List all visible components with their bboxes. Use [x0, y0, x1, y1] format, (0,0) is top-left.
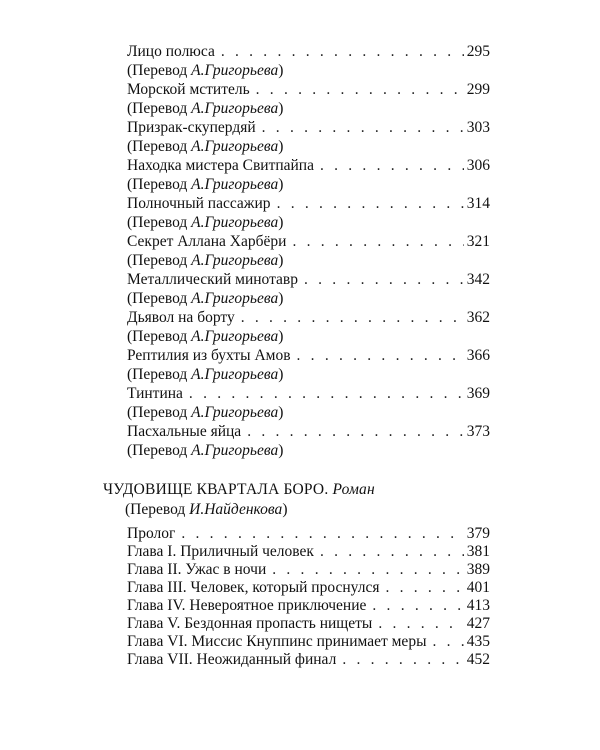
- translator-line: (Перевод А.Григорьева): [127, 328, 284, 345]
- page-number: 379: [466, 525, 490, 542]
- toc-entry: [127, 156, 490, 194]
- story-list: [127, 42, 490, 460]
- leader-dots: [286, 232, 464, 251]
- translator-name: А.Григорьева: [191, 62, 279, 79]
- page-number: 389: [466, 561, 490, 578]
- chapter-entry: [127, 543, 490, 561]
- chapter-title: Глава I. Приличный человек: [127, 543, 314, 560]
- leader-dots: [266, 561, 464, 579]
- translator-name: А.Григорьева: [191, 176, 279, 193]
- entry-title: Полночный пассажир: [127, 195, 271, 212]
- entry-title: Морской мститель: [127, 81, 250, 98]
- leader-dots: [235, 308, 464, 327]
- translator-line: (Перевод А.Григорьева): [127, 252, 284, 269]
- chapter-list: [127, 525, 490, 669]
- translator-name: А.Григорьева: [191, 442, 279, 459]
- translator-line: (Перевод А.Григорьева): [127, 100, 284, 117]
- leader-dots: [366, 597, 464, 615]
- leader-dots: [183, 384, 464, 403]
- entry-title: Тинтина: [127, 385, 183, 402]
- page-number: 413: [466, 597, 490, 614]
- page-number: 299: [466, 81, 490, 98]
- translator-name: А.Григорьева: [191, 328, 279, 345]
- toc-entry: [127, 80, 490, 118]
- toc-entry: [127, 42, 490, 80]
- leader-dots: [372, 615, 464, 633]
- leader-dots: [250, 80, 464, 99]
- page-number: 314: [466, 195, 490, 212]
- translator-line: (Перевод А.Григорьева): [127, 366, 284, 383]
- page-number: 366: [466, 347, 490, 364]
- page-number: 369: [466, 385, 490, 402]
- translator-name: А.Григорьева: [191, 100, 279, 117]
- translator-name: А.Григорьева: [191, 252, 279, 269]
- toc-entry: [127, 232, 490, 270]
- chapter-entry: [127, 597, 490, 615]
- page-number: 295: [466, 43, 490, 60]
- translator-line: (Перевод И.Найденкова): [125, 501, 288, 518]
- page-number: 381: [466, 543, 490, 560]
- entry-title: Секрет Аллана Харбёри: [127, 233, 287, 250]
- toc-entry: [127, 308, 490, 346]
- translator-name: А.Григорьева: [191, 138, 279, 155]
- page-number: 435: [466, 633, 490, 650]
- chapter-entry: [127, 615, 490, 633]
- chapter-entry: [127, 633, 490, 651]
- leader-dots: [426, 633, 464, 651]
- novel-title: ЧУДОВИЩЕ КВАРТАЛА БОРО.: [103, 481, 329, 498]
- entry-title: Рептилия из бухты Амов: [127, 347, 291, 364]
- chapter-entry: [127, 561, 490, 579]
- leader-dots: [256, 118, 464, 137]
- page-number: 306: [466, 157, 490, 174]
- novel-genre: Роман: [332, 481, 375, 498]
- chapter-title: Глава VII. Неожиданный финал: [127, 651, 337, 668]
- leader-dots: [336, 651, 464, 669]
- chapter-entry: [127, 579, 490, 597]
- novel-section: [103, 480, 490, 520]
- translator-line: (Перевод А.Григорьева): [127, 442, 284, 459]
- toc-entry: [127, 270, 490, 308]
- translator-line: (Перевод А.Григорьева): [127, 138, 284, 155]
- leader-dots: [379, 579, 464, 597]
- toc-entry: [127, 384, 490, 422]
- chapter-title: Пролог: [127, 525, 176, 542]
- page-number: 452: [466, 651, 490, 668]
- page-number: 362: [466, 309, 490, 326]
- page-number: 303: [466, 119, 490, 136]
- translator-line: (Перевод А.Григорьева): [127, 176, 284, 193]
- leader-dots: [314, 543, 464, 561]
- page-number: 401: [466, 579, 490, 596]
- leader-dots: [291, 346, 464, 365]
- entry-title: Находка мистера Свитпайпа: [127, 157, 314, 174]
- page-number: 342: [466, 271, 490, 288]
- translator-line: (Перевод А.Григорьева): [127, 404, 284, 421]
- translator-name: И.Найденкова: [189, 501, 283, 518]
- leader-dots: [175, 525, 464, 543]
- entry-title: Металлический минотавр: [127, 271, 298, 288]
- entry-title: Пасхальные яйца: [127, 423, 242, 440]
- translator-name: А.Григорьева: [191, 290, 279, 307]
- leader-dots: [215, 42, 464, 61]
- toc-entry: [127, 118, 490, 156]
- leader-dots: [271, 194, 464, 213]
- translator-line: (Перевод А.Григорьева): [127, 62, 284, 79]
- entry-title: Дьявол на борту: [127, 309, 235, 326]
- translator-name: А.Григорьева: [191, 214, 279, 231]
- translator-name: А.Григорьева: [191, 366, 279, 383]
- page-number: 373: [466, 423, 490, 440]
- chapter-title: Глава VI. Миссис Кнуппинс принимает меры: [127, 633, 427, 650]
- chapter-title: Глава V. Бездонная пропасть нищеты: [127, 615, 373, 632]
- translator-line: (Перевод А.Григорьева): [127, 214, 284, 231]
- leader-dots: [241, 422, 464, 441]
- entry-title: Призрак-скупердяй: [127, 119, 256, 136]
- toc-entry: [127, 194, 490, 232]
- translator-line: (Перевод А.Григорьева): [127, 290, 284, 307]
- novel-heading: [103, 480, 490, 500]
- page-number: 427: [466, 615, 490, 632]
- entry-title: Лицо полюса: [127, 43, 215, 60]
- chapter-entry: [127, 525, 490, 543]
- chapter-title: Глава II. Ужас в ночи: [127, 561, 267, 578]
- leader-dots: [314, 156, 464, 175]
- chapter-title: Глава IV. Невероятное приключение: [127, 597, 367, 614]
- toc-entry: [127, 346, 490, 384]
- translator-name: А.Григорьева: [191, 404, 279, 421]
- leader-dots: [298, 270, 464, 289]
- chapter-entry: [127, 651, 490, 669]
- chapter-title: Глава III. Человек, который проснулся: [127, 579, 380, 596]
- page-number: 321: [466, 233, 490, 250]
- toc-entry: [127, 422, 490, 460]
